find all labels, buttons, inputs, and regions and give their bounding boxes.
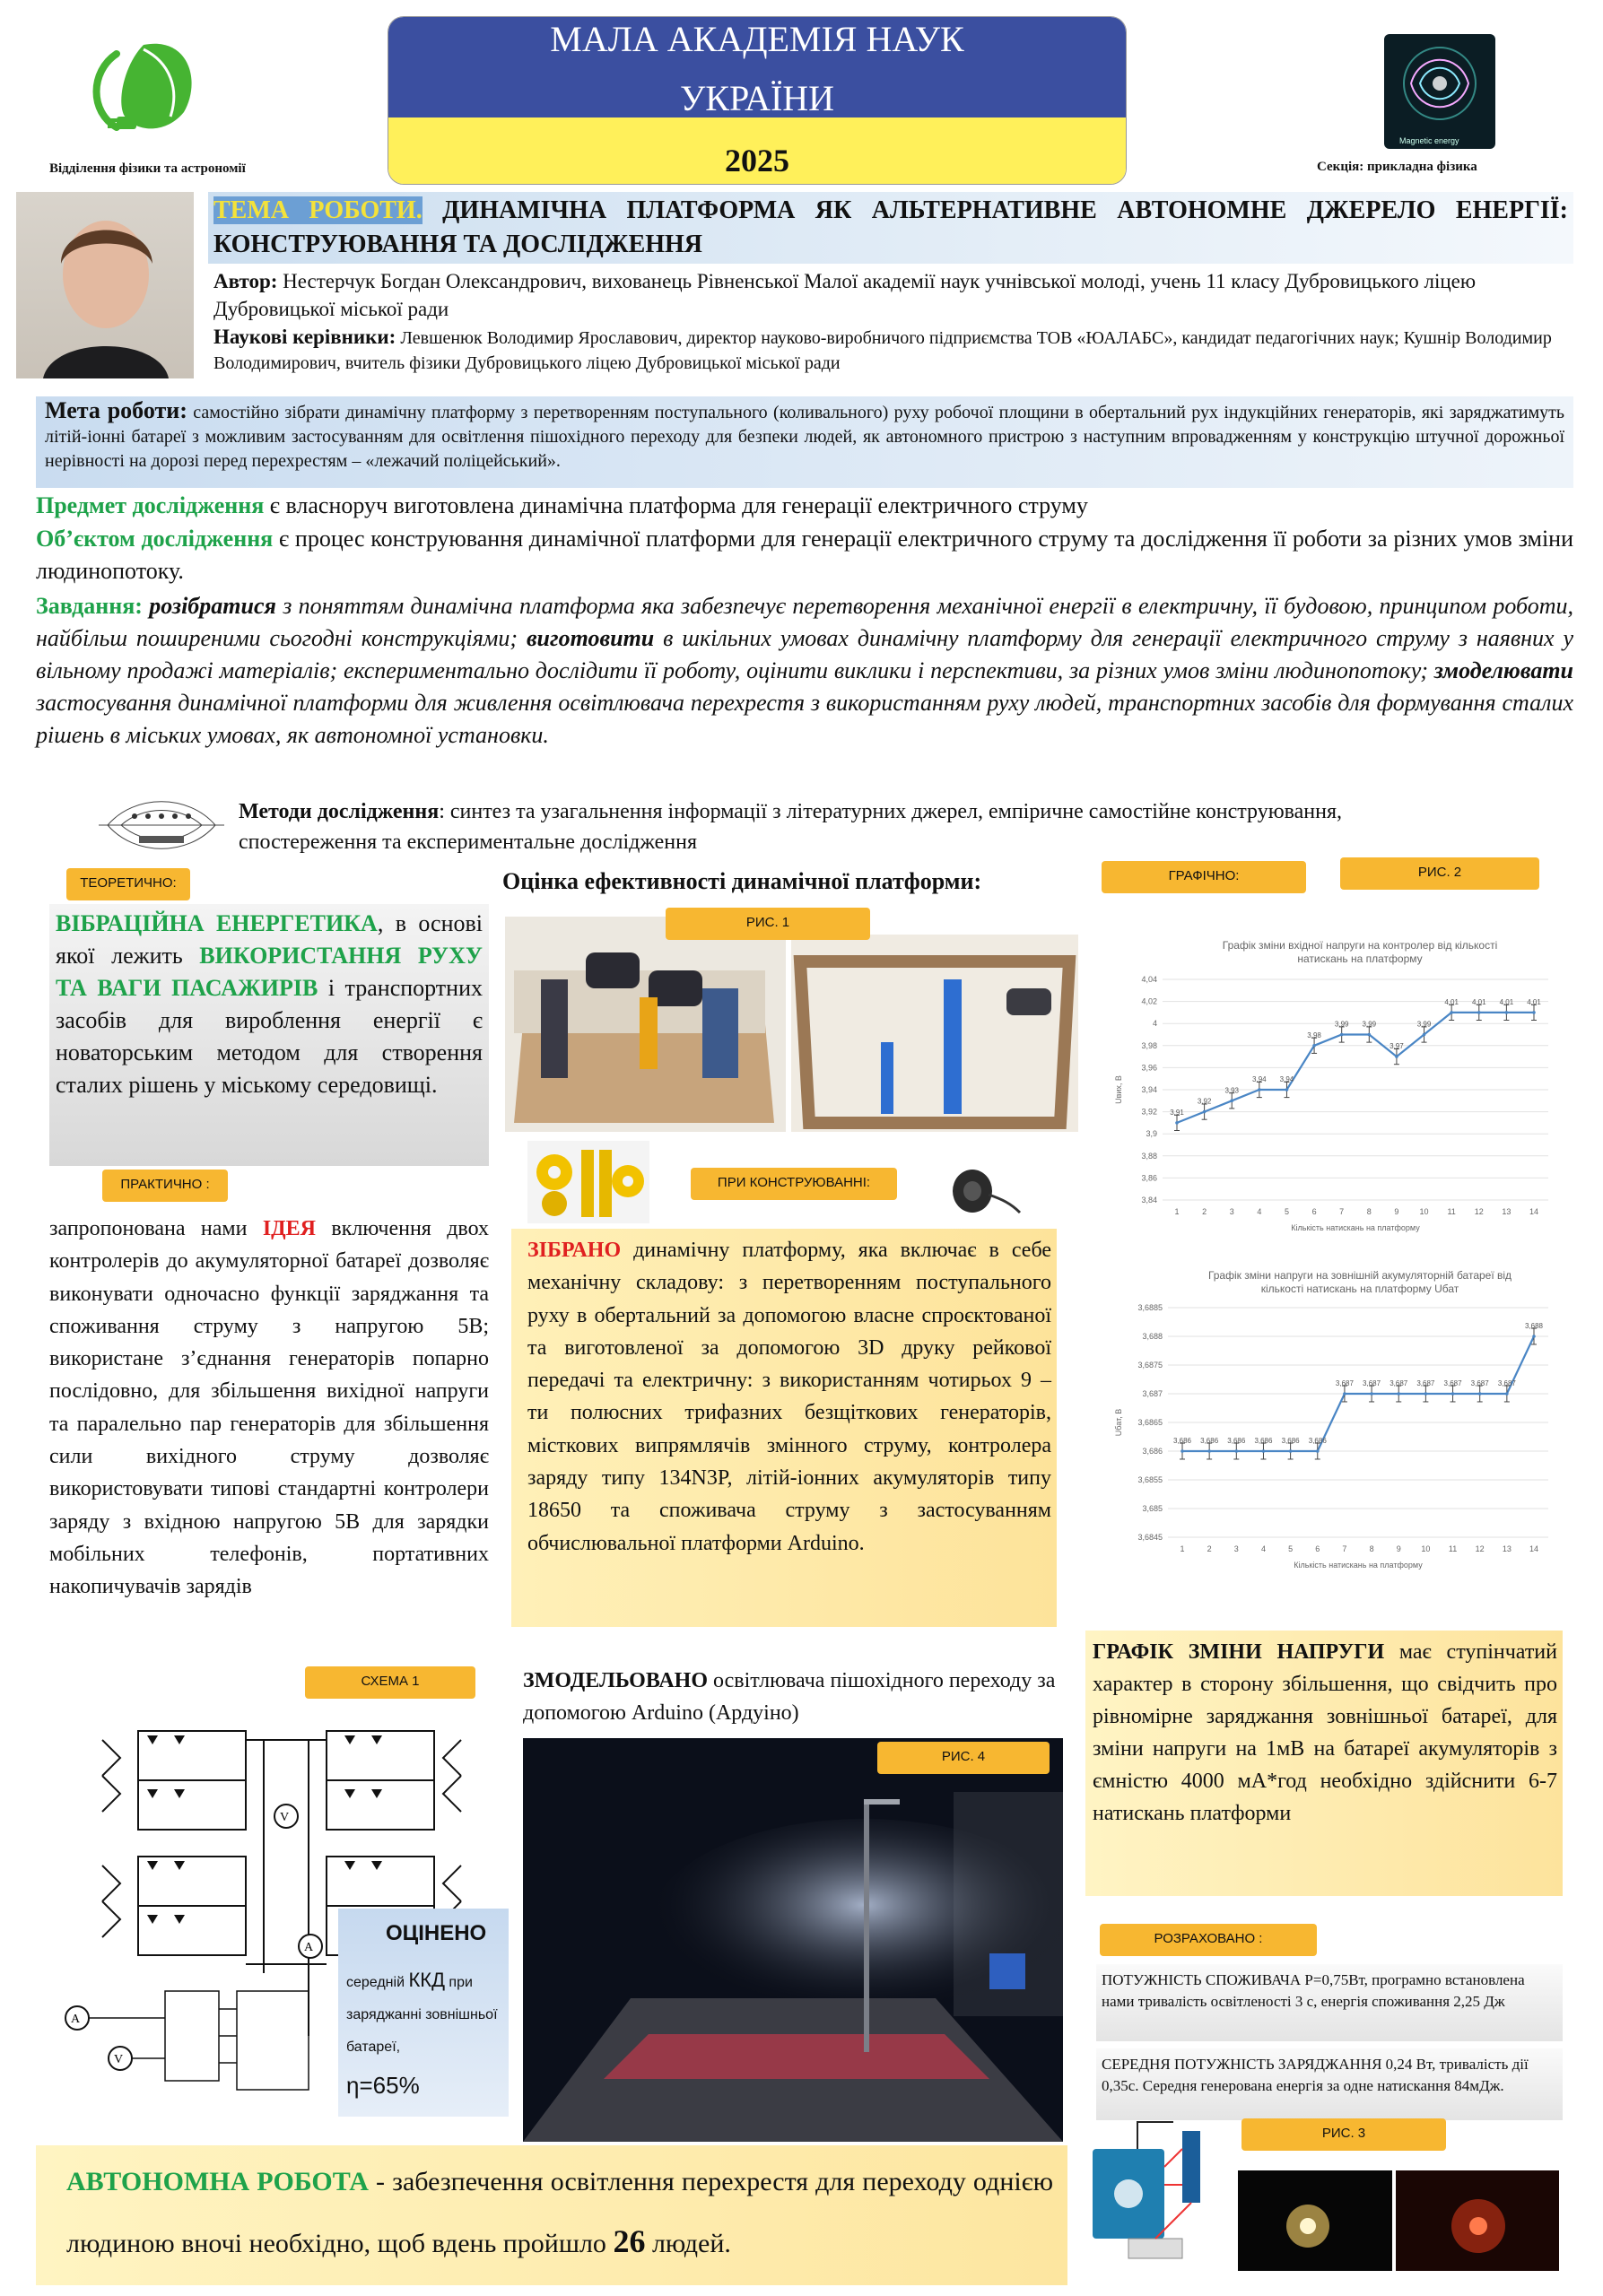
chart-battery-voltage: [1109, 1263, 1575, 1586]
evaluated-text-2: при заряджанні зовнішньої батареї,: [346, 1975, 498, 2055]
object: [36, 523, 1573, 587]
x-tick-label: 9: [1394, 1207, 1399, 1216]
y-tick-label: 3,6885: [1137, 1303, 1163, 1312]
theory: [56, 908, 483, 1101]
goal-label: Мета роботи:: [45, 397, 187, 423]
data-label: 3,687: [1335, 1379, 1354, 1387]
data-point: [1370, 1392, 1373, 1396]
task-text-1: з поняттям динамічна платформа яка забезпечує перетворення механічної енергії в електричну, її будовою, принципом роботи, найбільш поширеними сьогодні конструкціями;: [36, 593, 1574, 651]
supervisors-info: [213, 325, 1559, 376]
data-point: [1203, 1110, 1207, 1114]
data-point: [1285, 1088, 1289, 1091]
motor-icon: [935, 1159, 1024, 1223]
org-line1: МАЛА АКАДЕМІЯ НАУК: [550, 19, 964, 59]
practice: [49, 1213, 489, 1604]
x-axis-label: Кількість натискань на платформу: [1294, 1561, 1423, 1570]
practice-text-2: включення двох контролерів до акумуляторної батареї дозволяє виконувати одночасно функції заряджання та споживання струму з напругою 5В; використане з’єднання генераторів попарно послідовно, для збільшення вихідної напруги та паралельно пар генераторів для збільшення сили вихідного струму дозволяє використовувати типові стандартні контролери заряду з вхідною напругою 5В для зарядки мобільних телефонів, портативних накопичувачів зарядів: [49, 1217, 489, 1599]
arduino-wiring-diagram: [1084, 2113, 1227, 2262]
graph-text-body: має ступінчатий характер в сторону збільшення, що свідчить про рівномірне заряджання зовнішньої батареї, для зміни напруги на 1мВ на батареї акумуляторів з ємністю 4000 мА*год необхідно здійснити 6-7 натискань платформи: [1093, 1640, 1557, 1825]
data-label: 3,99: [1416, 1020, 1432, 1029]
tag-construct: ПРИ КОНСТРУЮВАННІ:: [691, 1168, 897, 1200]
goal: [45, 398, 1564, 474]
tag-fig4: РИС. 4: [877, 1742, 1050, 1774]
assembled: [527, 1234, 1051, 1560]
x-tick-label: 13: [1502, 1544, 1512, 1553]
title-text: ДИНАМІЧНА ПЛАТФОРМА ЯК АЛЬТЕРНАТИВНЕ АВТОНОМНЕ ДЖЕРЕЛО ЕНЕРГІЇ: КОНСТРУЮВАННЯ ТА ДОСЛІДЖЕННЯ: [213, 196, 1568, 258]
data-label: 3,687: [1363, 1379, 1381, 1387]
dept-label: Відділення фізики та астрономії: [49, 161, 246, 176]
data-point: [1340, 1033, 1344, 1037]
data-point: [1478, 1392, 1482, 1396]
x-tick-label: 3: [1233, 1544, 1239, 1553]
x-tick-label: 5: [1284, 1207, 1289, 1216]
y-tick-label: 3,98: [1141, 1040, 1157, 1050]
data-point: [1312, 1044, 1316, 1048]
data-label: 3,91: [1170, 1108, 1184, 1117]
data-label: 3,687: [1390, 1379, 1408, 1387]
data-label: 3,98: [1307, 1031, 1321, 1039]
x-tick-label: 5: [1288, 1544, 1294, 1553]
data-point: [1450, 1011, 1453, 1014]
svg-text:A: A: [71, 2013, 81, 2026]
x-tick-label: 11: [1447, 1207, 1456, 1216]
evaluated-title: ОЦІНЕНО: [386, 1921, 487, 1945]
y-tick-label: 4: [1152, 1019, 1157, 1029]
tasks-label: Завдання:: [36, 593, 143, 619]
supervisors-text: Левшенюк Володимир Ярославович, директор науково-виробничого підприємства ТОВ «ЮАЛАБС», кандидат педагогічних наук; Кушнір Володимир Володимирович, вчитель фізики Дубровицького ліцею Дубровицької міської ради: [213, 328, 1552, 373]
data-point: [1395, 1055, 1398, 1058]
tag-theory: ТЕОРЕТИЧНО:: [66, 868, 190, 900]
y-tick-label: 3,6845: [1137, 1533, 1163, 1542]
y-tick-label: 3,96: [1141, 1063, 1157, 1073]
calc-power-consumer: ПОТУЖНІСТЬ СПОЖИВАЧА Р=0,75Вт, програмно встановлена нами тривалість освітленості 3 с, енергія споживання 2,25 Дж: [1102, 1971, 1525, 2010]
y-tick-label: 3,6855: [1137, 1475, 1163, 1484]
task-text-2: в шкільних умовах динамічну платформу для генерації електричного струму з наявних у вільному продажі матеріалів; експериментально дослідити її роботу, оцінити виклики і перспективи, за різних умов зміни людинопотоку;: [36, 625, 1573, 683]
x-tick-label: 14: [1529, 1544, 1539, 1553]
data-label: 3,686: [1281, 1437, 1300, 1445]
data-label: 4,01: [1527, 997, 1541, 1006]
x-tick-label: 10: [1421, 1544, 1431, 1553]
tag-practice: ПРАКТИЧНО :: [102, 1170, 228, 1202]
magnetic-field-diagram: [99, 789, 224, 861]
y-tick-label: 3,688: [1142, 1332, 1163, 1341]
data-point: [1424, 1392, 1428, 1396]
led-photo-2: [1396, 2170, 1559, 2271]
task-text-3: застосування динамічної платформи для живлення освітлювача перехрестя з використанням руху людей, транспортних засобів для формування сталих рішень в міських умовах, як автономної установки.: [36, 690, 1573, 748]
data-point: [1289, 1449, 1293, 1453]
supervisors-label: Наукові керівники:: [213, 326, 396, 348]
data-label: 3,686: [1172, 1437, 1192, 1445]
y-tick-label: 4,02: [1141, 996, 1157, 1006]
data-label: 3,92: [1197, 1097, 1212, 1106]
x-tick-label: 13: [1502, 1207, 1512, 1216]
x-tick-label: 10: [1419, 1207, 1429, 1216]
section-label: Секція: прикладна фізика: [1317, 160, 1477, 174]
chart-title: Графік зміни вхідної напруги на контролер від кількості: [1222, 939, 1498, 952]
calc-power-charge: СЕРЕДНЯ ПОТУЖНІСТЬ ЗАРЯДЖАННЯ 0,24 Вт, тривалість дії 0,35с. Середня генерована енергія за одне натискання 84мДж.: [1102, 2056, 1529, 2094]
practice-idea: ІДЕЯ: [262, 1217, 317, 1240]
data-point: [1180, 1449, 1184, 1453]
magnetic-logo: [1384, 34, 1495, 149]
tag-graph: ГРАФІЧНО:: [1102, 861, 1306, 893]
data-point: [1258, 1088, 1261, 1091]
evaluated-text-1: середній: [346, 1975, 409, 1990]
object-text: є процес конструювання динамічної платформи для генерації електричного струму та дослідження її роботи за різних умов зміни людинопотоку.: [36, 526, 1573, 584]
y-tick-label: 3,6865: [1137, 1418, 1163, 1427]
data-point: [1230, 1100, 1233, 1103]
assembled-key: ЗІБРАНО: [527, 1239, 622, 1262]
efficiency-title: Оцінка ефективності динамічної платформи:: [502, 868, 982, 894]
author-info: [213, 267, 1559, 323]
y-tick-label: 3,84: [1141, 1196, 1157, 1205]
data-point: [1368, 1033, 1372, 1037]
data-label: 3,99: [1362, 1020, 1377, 1029]
data-point: [1505, 1011, 1509, 1014]
svg-text:V: V: [114, 2053, 124, 2066]
y-tick-label: 3,685: [1142, 1504, 1163, 1513]
data-label: 4,01: [1499, 997, 1514, 1006]
x-tick-label: 12: [1474, 1207, 1484, 1216]
magnetic-logo-caption: Magnetic energy: [1399, 136, 1459, 145]
leaf-plug-icon: [81, 27, 206, 152]
y-tick-label: 3,92: [1141, 1107, 1157, 1117]
x-tick-label: 3: [1229, 1207, 1234, 1216]
y-tick-label: 3,86: [1141, 1173, 1157, 1183]
theory-key-1: ВІБРАЦІЙНА ЕНЕРГЕТИКА: [56, 910, 378, 936]
x-tick-label: 2: [1202, 1207, 1207, 1216]
tag-fig1: РИС. 1: [666, 908, 870, 940]
x-tick-label: 1: [1174, 1207, 1180, 1216]
x-tick-label: 7: [1339, 1207, 1345, 1216]
data-label: 3,94: [1279, 1075, 1294, 1083]
x-tick-label: 6: [1311, 1207, 1317, 1216]
evaluated-text: [346, 1964, 503, 2064]
data-label: 3,99: [1334, 1020, 1349, 1029]
y-tick-label: 4,04: [1141, 975, 1157, 984]
led-photo-1: [1238, 2170, 1392, 2271]
x-tick-label: 9: [1396, 1544, 1401, 1553]
data-label: 3,686: [1200, 1437, 1219, 1445]
data-label: 3,688: [1524, 1322, 1544, 1330]
author-photo: [16, 192, 194, 378]
platform-photo-2: [791, 935, 1078, 1132]
data-point: [1207, 1449, 1211, 1453]
task-verb-3: змоделювати: [1428, 657, 1574, 683]
y-tick-label: 3,6875: [1137, 1361, 1163, 1370]
platform-photo-1: [505, 917, 786, 1132]
data-label: 3,686: [1308, 1437, 1327, 1445]
modeled: [523, 1665, 1061, 1729]
data-label: 4,01: [1471, 997, 1486, 1006]
svg-text:V: V: [280, 1811, 290, 1824]
data-label: 3,687: [1470, 1379, 1489, 1387]
chart-title: Графік зміни напруги на зовнішній акумуляторній батареї від: [1207, 1269, 1512, 1282]
autonomous-number: 26: [613, 2223, 646, 2259]
data-point: [1343, 1392, 1346, 1396]
gear-rack-icon: [527, 1141, 649, 1223]
subject-label: Предмет дослідження: [36, 492, 265, 518]
crossing-night-photo: [523, 1738, 1063, 2142]
data-label: 3,687: [1497, 1379, 1516, 1387]
x-tick-label: 12: [1475, 1544, 1485, 1553]
tag-fig2: РИС. 2: [1340, 857, 1539, 890]
data-point: [1397, 1392, 1400, 1396]
tasks: [36, 590, 1573, 752]
data-point: [1262, 1449, 1266, 1453]
y-axis-label: Uбат, В: [1114, 1408, 1123, 1437]
theory-text-2: і транспортних засобів для вироблення енергії є новаторським методом для створення сталих рішень у міському середовищі.: [56, 975, 483, 1098]
y-tick-label: 3,9: [1146, 1129, 1157, 1139]
y-axis-label: Uвих, В: [1114, 1075, 1123, 1104]
data-point: [1505, 1392, 1509, 1396]
graph-text-key: ГРАФІК ЗМІНИ НАПРУГИ: [1093, 1640, 1385, 1664]
year: 2025: [725, 143, 789, 178]
dept-logo: [81, 27, 206, 152]
methods: [239, 796, 1477, 857]
data-label: 3,93: [1224, 1086, 1240, 1095]
generator-photo: [935, 1159, 1024, 1223]
arduino-board-icon: [1084, 2113, 1227, 2262]
data-label: 3,686: [1254, 1437, 1273, 1445]
chart-title: натискань на платформу: [1297, 952, 1423, 965]
autonomous-text-2: людей.: [645, 2229, 731, 2258]
evaluated-eta: η=65%: [346, 2072, 420, 2099]
gear-rack-render: [527, 1141, 649, 1223]
x-tick-label: 2: [1207, 1544, 1212, 1553]
data-label: 3,687: [1443, 1379, 1462, 1387]
data-point: [1316, 1449, 1320, 1453]
task-verb-2: виготовити: [518, 625, 655, 651]
data-label: 4,01: [1444, 997, 1459, 1006]
task-verb-1: розібратися: [142, 593, 276, 619]
x-tick-label: 1: [1180, 1544, 1185, 1553]
data-label: 3,687: [1416, 1379, 1435, 1387]
theory-key-2: ВИКОРИСТАННЯ РУХУ ТА ВАГИ ПАСАЖИРІВ: [56, 943, 483, 1001]
x-tick-label: 14: [1529, 1207, 1539, 1216]
data-label: 3,94: [1252, 1075, 1267, 1083]
author-text: Нестерчук Богдан Олександрович, вихованець Рівненської Малої академії наук учнівської молоді, учень 11 класу Дубровицького ліцею Дубровицької міської ради: [213, 270, 1477, 320]
methods-text: : синтез та узагальнення інформації з літературних джерел, емпіричне самостійне конструювання, спостереження та експериментальне дослідження: [239, 800, 1343, 854]
autonomous-text-1: - забезпечення освітлення перехрестя для переходу однією людиною вночі необхідно, щоб вдень пройшло: [66, 2167, 1054, 2258]
work-title: [213, 194, 1568, 262]
graph-text: [1093, 1636, 1557, 1830]
y-tick-label: 3,94: [1141, 1085, 1157, 1094]
chart-title: кількості натискань на платформу Uбат: [1260, 1283, 1459, 1295]
modeled-key: ЗМОДЕЛЬОВАНО: [523, 1669, 708, 1692]
tag-fig3: РИС. 3: [1241, 2118, 1446, 2151]
x-tick-label: 11: [1448, 1544, 1458, 1553]
data-label: 3,97: [1390, 1042, 1404, 1051]
x-tick-label: 4: [1257, 1207, 1262, 1216]
methods-label: Методи дослідження: [239, 800, 440, 823]
data-point: [1175, 1121, 1179, 1125]
field-lines-icon: [99, 789, 224, 861]
tag-scheme1: СХЕМА 1: [305, 1666, 475, 1699]
subject: [36, 491, 1573, 521]
autonomous: [66, 2152, 1053, 2274]
x-tick-label: 4: [1260, 1544, 1266, 1553]
evaluated-kkd: ККД: [408, 1969, 445, 1991]
x-tick-label: 7: [1342, 1544, 1347, 1553]
data-point: [1235, 1449, 1239, 1453]
chart-input-voltage: [1109, 933, 1575, 1247]
author-label: Автор:: [213, 270, 278, 292]
svg-text:A: A: [304, 1941, 314, 1954]
practice-text-1: запропонована нами: [49, 1217, 263, 1240]
org-line2: УКРАЇНИ: [679, 78, 835, 118]
y-tick-label: 3,88: [1141, 1151, 1157, 1161]
subject-text: є власноруч виготовлена динамічна платформа для генерації електричного струму: [264, 492, 1088, 518]
y-tick-label: 3,687: [1142, 1389, 1163, 1398]
data-point: [1423, 1033, 1426, 1037]
data-point: [1451, 1392, 1455, 1396]
y-tick-label: 3,686: [1142, 1447, 1163, 1456]
data-point: [1532, 1335, 1536, 1338]
autonomous-key: АВТОНОМНА РОБОТА: [66, 2167, 369, 2196]
object-label: Об’єктом дослідження: [36, 526, 274, 552]
magnet-field-icon: [1384, 34, 1495, 149]
x-tick-label: 8: [1369, 1544, 1374, 1553]
x-tick-label: 8: [1366, 1207, 1372, 1216]
data-point: [1532, 1011, 1536, 1014]
title-prefix: ТЕМА РОБОТИ.: [213, 196, 423, 224]
tag-calc: РОЗРАХОВАНО :: [1100, 1924, 1317, 1956]
modeled-text: освітлювача пішохідного переходу за допомогою Arduino (Ардуіно): [523, 1669, 1056, 1725]
theory-text-1: , в основі якої лежить: [56, 910, 483, 969]
goal-text: самостійно зібрати динамічну платформу з перетворенням поступального (коливального) руху робочої площини в обертальний рух індукційних генераторів, які заряджатимуть літій-іонні батареї з можливим застосуванням для освітлення пішохідного переходу для безпеки людей, як автономного пристрою з наступним впровадженням у конструкцію штучної дорожньої нерівності на дорозі перед перехрестям – «лежачий поліцейський».: [45, 403, 1565, 471]
assembled-text: динамічну платформу, яка включає в себе механічну складову: з перетворенням поступального руху в обертальний за допомогою власне спроєктованої та виготовленої за допомогою 3D друку рейкової передачі та електричну: з використанням чотирьох 9 – ти полюсних трифазних безщіткових генераторів, місткових випрямлячів змінного струму, контролера заряду типу 134N3P, літій-іонних акумуляторів типу 18650 та споживача струму з застосуванням обчислювальної платформи Arduino.: [527, 1239, 1051, 1555]
x-tick-label: 6: [1315, 1544, 1320, 1553]
data-point: [1477, 1011, 1481, 1014]
data-label: 3,686: [1227, 1437, 1246, 1445]
x-axis-label: Кількість натискань на платформу: [1291, 1223, 1420, 1232]
